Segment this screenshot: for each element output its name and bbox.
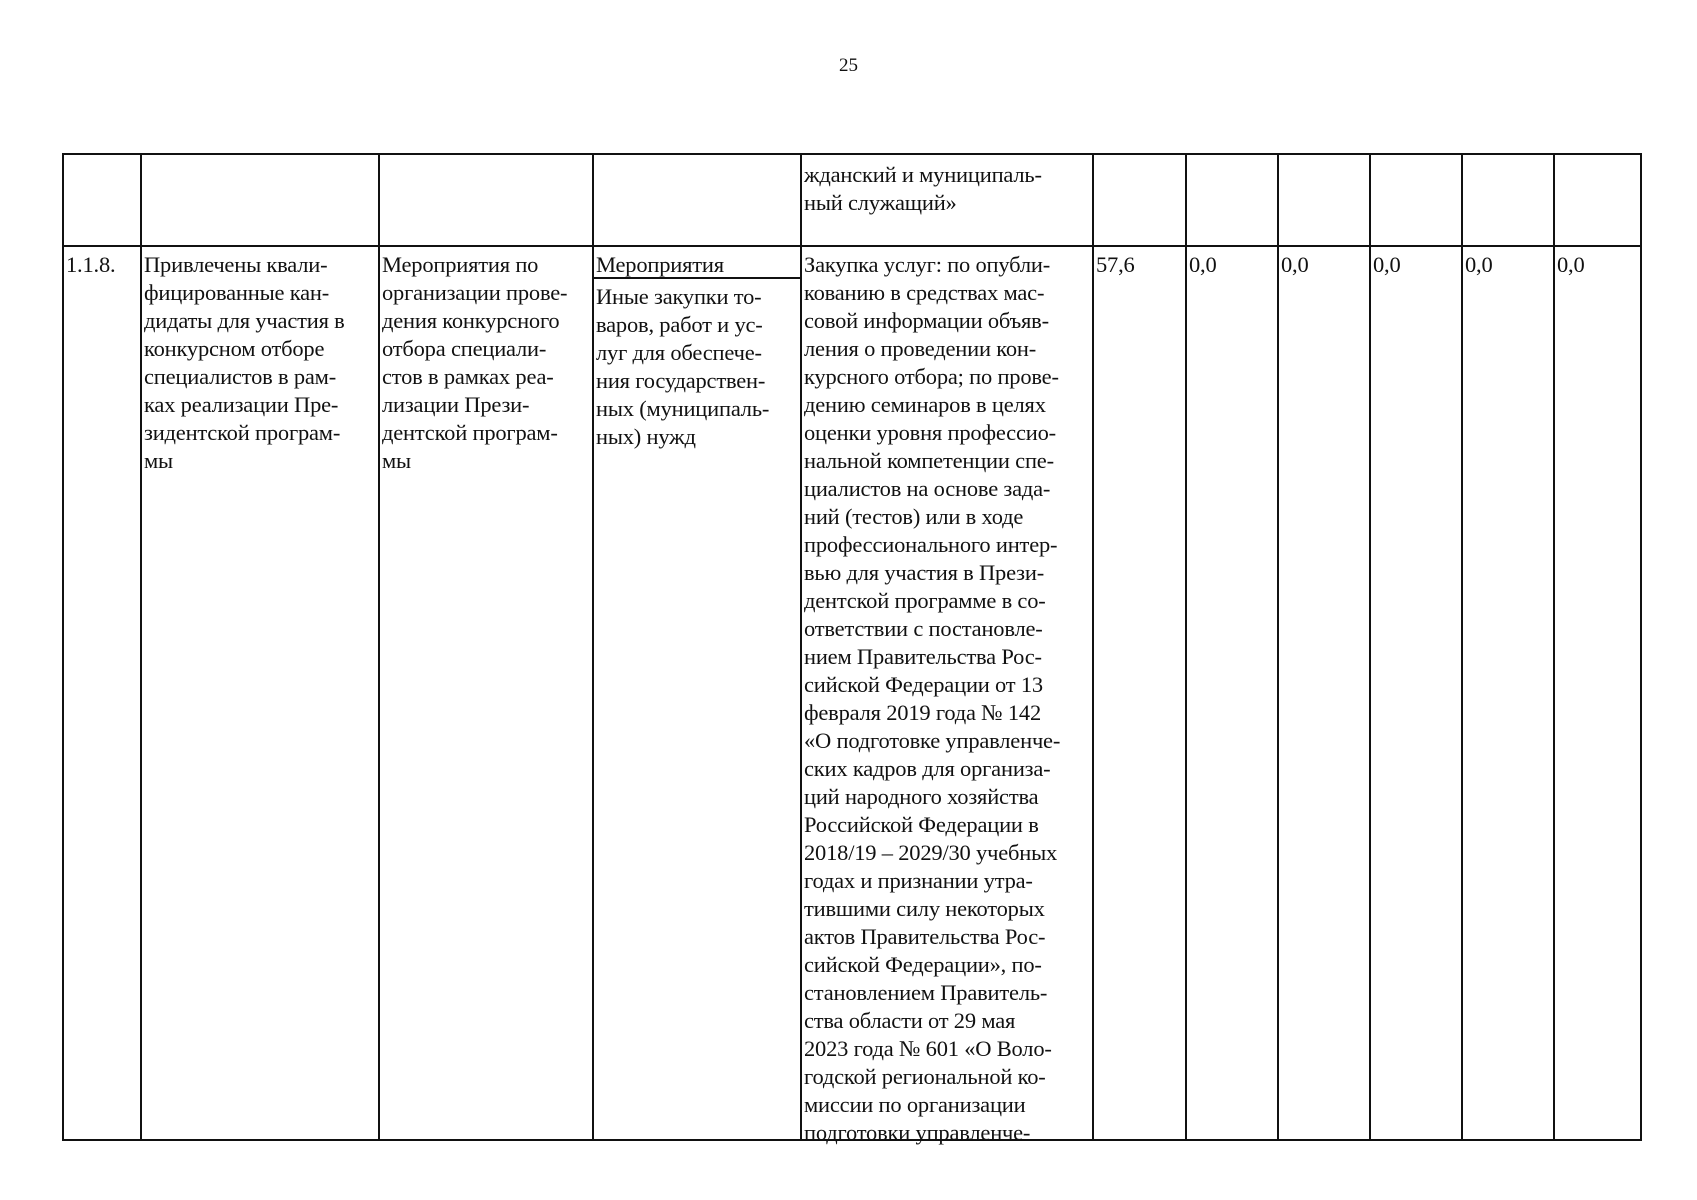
- value-cell: 0,0: [1557, 252, 1585, 277]
- col-line: [1092, 155, 1094, 1139]
- value-cell: 0,0: [1465, 252, 1493, 277]
- col-line: [1461, 155, 1463, 1139]
- col-line: [1277, 155, 1279, 1139]
- col-line: [1185, 155, 1187, 1139]
- row-divider: [64, 245, 1640, 247]
- row-type-detail: Иные закупки то- варов, работ и ус- луг для обеспече- ния государствен- ных (муниципаль- ных) нужд: [596, 284, 770, 449]
- page-number: 25: [839, 55, 858, 76]
- value-cell: 0,0: [1373, 252, 1401, 277]
- col-line: [1553, 155, 1555, 1139]
- col-line: [1369, 155, 1371, 1139]
- row-result: Привлечены квали- фицированные кан- дидаты для участия в конкурсном отборе специалистов в рам- ках реализации Пре- зидентской програм- мы: [144, 252, 345, 473]
- col-line: [592, 155, 594, 1139]
- value-cell: 0,0: [1189, 252, 1217, 277]
- col-line: [140, 155, 142, 1139]
- value-cell: 0,0: [1281, 252, 1309, 277]
- budget-table: [62, 153, 1642, 1145]
- col-line: [378, 155, 380, 1139]
- row-event: Мероприятия по организации прове- дения конкурсного отбора специали- стов в рамках реа- лизации Прези- дентской програм- мы: [382, 252, 568, 473]
- continued-purchase-text: жданский и муниципаль- ный служащий»: [804, 162, 1042, 215]
- row-purchase: Закупка услуг: по опубли- кованию в средствах мас- совой информации объяв- ления о проведении кон- курсного отбора; по прове- дению семинаров в целях оценки уровня профессио- нальной компетенции спе- циалистов на основе зада- ний (тестов) или в ходе профессионального интер- вью для участия в Прези- дентской программе в со- ответствии с постановле- нием Правительства Рос- сийской Федерации от 13 февраля 2019 года № 142 «О подготовке управленче- ских кадров для организа- ций народного хозяйства Российской Федерации в 2018/19 – 2029/30 учебных годах и признании утра- тившими силу некоторых актов Правительства Рос- сийской Федерации», по- становлением Правитель- ства области от 29 мая 2023 года № 601 «О Воло- годской региональной ко- миссии по организации подготовки управленче-: [804, 252, 1061, 1145]
- col-line: [800, 155, 802, 1139]
- row-type-header: Мероприятия: [596, 252, 724, 277]
- row-index: 1.1.8.: [66, 252, 116, 277]
- value-cell: 57,6: [1096, 252, 1135, 277]
